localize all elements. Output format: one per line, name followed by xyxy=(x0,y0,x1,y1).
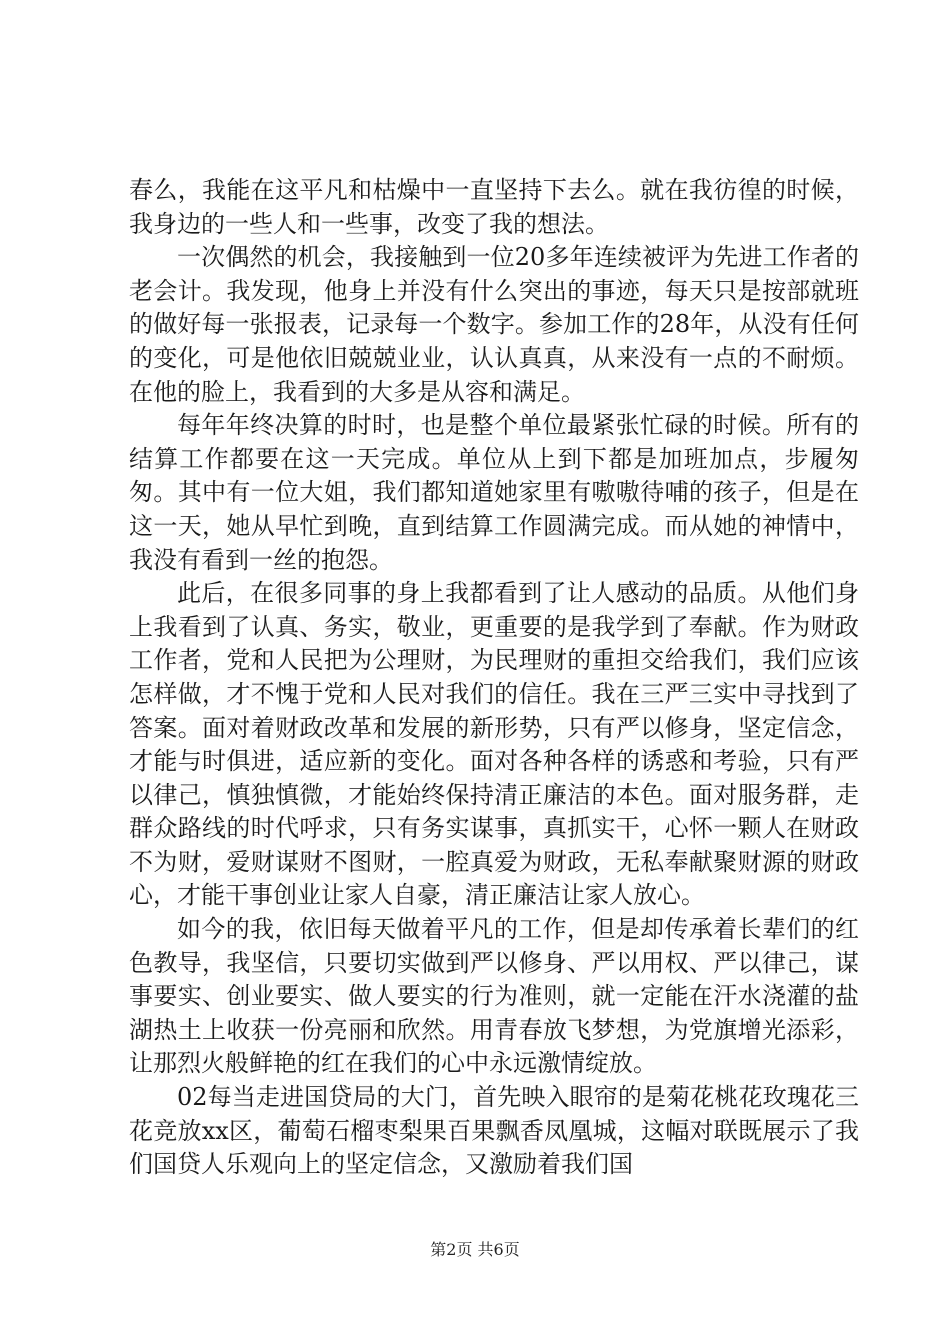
paragraph-section-02: 02每当走进国贷局的大门，首先映入眼帘的是菊花桃花玫瑰花三花竞放xx区，葡萄石榴枣梨果百果飘香凤凰城，这幅对联既展示了我们国贷人乐观向上的坚定信念，又激励着我们国 xyxy=(129,1083,859,1179)
page-number-footer: 第2页 共6页 xyxy=(430,1240,520,1259)
document-body xyxy=(129,174,859,1182)
paragraph-continuation: 春么，我能在这平凡和枯燥中一直坚持下去么。就在我彷徨的时候，我身边的一些人和一些事，改变了我的想法。 xyxy=(129,176,859,238)
paragraph-present-work: 如今的我，依旧每天做着平凡的工作，但是却传承着长辈们的红色教导，我坚信，只要切实做到严以修身、严以用权、严以律己，谋事要实、创业要实、做人要实的行为准则，就一定能在汗水浇灌的盐湖热土上收获一份亮丽和欣然。用青春放飞梦想，为党旗增光添彩，让那烈火般鲜艳的红在我们的心中永远激情绽放。 xyxy=(129,915,859,1078)
paragraph-colleagues-qualities: 此后，在很多同事的身上我都看到了让人感动的品质。从他们身上我看到了认真、务实，敬业，更重要的是我学到了奉献。作为财政工作者，党和人民把为公理财，为民理财的重担交给我们，我们应该怎样做，才不愧于党和人民对我们的信任。我在三严三实中寻找到了答案。面对着财政改革和发展的新形势，只有严以修身，坚定信念，才能与时俱进，适应新的变化。面对各种各样的诱惑和考验，只有严以律己，慎独慎微，才能始终保持清正廉洁的本色。面对服务群，走群众路线的时代呼求，只有务实谋事，真抓实干，心怀一颗人在财政不为财，爱财谋财不图财，一腔真爱为财政，无私奉献聚财源的财政心，才能干事创业让家人自豪，清正廉洁让家人放心。 xyxy=(129,579,859,910)
paragraph-year-end-settlement: 每年年终决算的时时，也是整个单位最紧张忙碌的时候。所有的结算工作都要在这一天完成。单位从上到下都是加班加点，步履匆匆。其中有一位大姐，我们都知道她家里有嗷嗷待哺的孩子，但是在这一天，她从早忙到晚，直到结算工作圆满完成。而从她的神情中，我没有看到一丝的抱怨。 xyxy=(129,411,859,574)
paragraph-old-accountant: 一次偶然的机会，我接触到一位20多年连续被评为先进工作者的老会计。我发现，他身上并没有什么突出的事迹，每天只是按部就班的做好每一张报表，记录每一个数字。参加工作的28年，从没有任何的变化，可是他依旧兢兢业业，认认真真，从来没有一点的不耐烦。在他的脸上，我看到的大多是从容和满足。 xyxy=(129,243,859,406)
